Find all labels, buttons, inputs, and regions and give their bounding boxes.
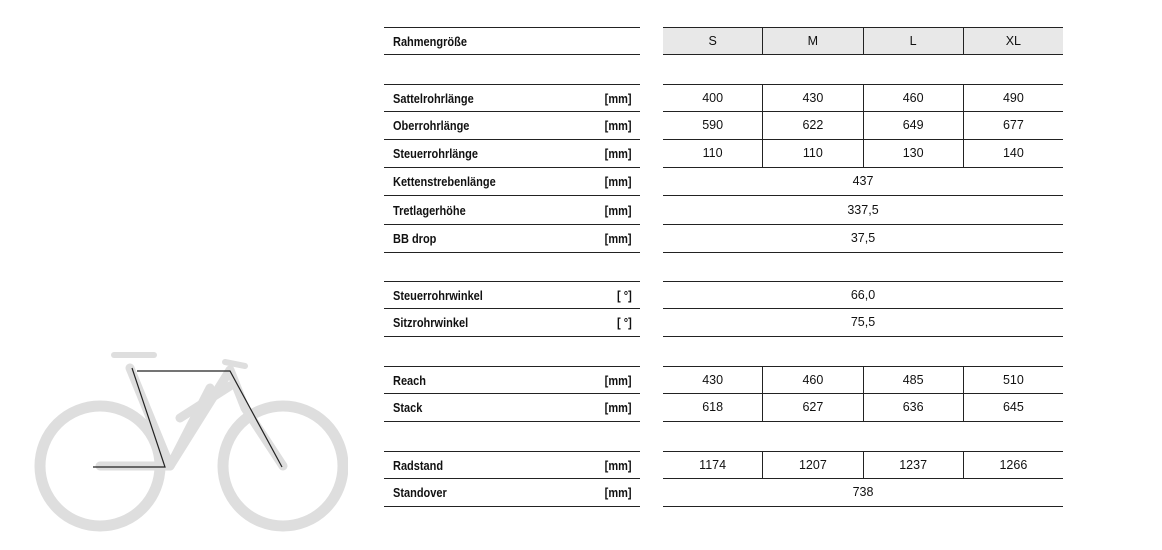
table-row-steuerrohrlaenge [384, 140, 640, 168]
row-label: BB drop [393, 232, 437, 246]
table-row-sitzrohrwinkel [384, 309, 640, 337]
value-cell: 400 [702, 91, 724, 105]
row-label: Reach [393, 374, 427, 388]
row-unit: [ °] [617, 289, 632, 303]
value-cell: 110 [762, 140, 862, 167]
value-cell: 485 [863, 367, 963, 393]
values-reach [663, 366, 1063, 394]
table-row-sattelrohrlaenge [384, 84, 640, 112]
row-label: Oberrohrlänge [393, 119, 470, 133]
value-cell: 510 [963, 367, 1063, 393]
bike-geometry-icon [30, 348, 348, 533]
size-header-row [663, 27, 1063, 55]
value-cell: 460 [863, 85, 963, 111]
row-label: Steuerrohrlänge [393, 147, 478, 161]
table-row-bb-drop [384, 225, 640, 253]
value-cell: 649 [863, 112, 963, 139]
values-sattelrohrlaenge [663, 84, 1063, 112]
row-label: Kettenstrebenlänge [393, 175, 496, 189]
value-cell: 130 [863, 140, 963, 167]
value-cell: 636 [863, 394, 963, 421]
row-unit: [mm] [605, 232, 632, 246]
value-cell: 1266 [963, 452, 1063, 478]
row-unit: [mm] [605, 92, 632, 106]
value-cell: 645 [963, 394, 1063, 421]
row-label: Sattelrohrlänge [393, 92, 474, 106]
row-unit: [ °] [617, 316, 632, 330]
value-cell: 1207 [762, 452, 862, 478]
value-cell: 337,5 [847, 203, 879, 217]
value-cell: 618 [702, 400, 724, 414]
values-stack [663, 394, 1063, 422]
value-cell: 75,5 [850, 315, 876, 329]
value-cell: 590 [702, 118, 724, 132]
table-row-stack [384, 394, 640, 422]
row-label: Stack [393, 401, 423, 415]
values-radstand [663, 451, 1063, 479]
values-steuerrohrwinkel [663, 281, 1063, 309]
value-cell: 490 [963, 85, 1063, 111]
row-label: Radstand [393, 459, 444, 473]
row-label: Standover [393, 486, 447, 500]
row-unit: [mm] [605, 119, 632, 133]
table-row-oberrohrlaenge [384, 112, 640, 140]
table-row-steuerrohrwinkel [384, 281, 640, 309]
table-row-reach [384, 366, 640, 394]
values-standover [663, 479, 1063, 507]
size-m: M [762, 28, 862, 54]
row-label: Sitzrohrwinkel [393, 316, 469, 330]
value-cell: 1237 [863, 452, 963, 478]
value-cell: 437 [852, 174, 874, 188]
table-row-radstand [384, 451, 640, 479]
row-unit: [mm] [605, 459, 632, 473]
row-label: Steuerrohrwinkel [393, 289, 483, 303]
row-unit: [mm] [605, 175, 632, 189]
value-cell: 110 [702, 146, 723, 160]
values-sitzrohrwinkel [663, 309, 1063, 337]
values-tretlagerhoehe [663, 197, 1063, 225]
value-cell: 37,5 [850, 231, 876, 245]
values-kettenstrebenlaenge [663, 168, 1063, 196]
size-xl: XL [963, 28, 1063, 54]
value-cell: 66,0 [850, 288, 876, 302]
row-label: Tretlagerhöhe [393, 204, 466, 218]
size-s: S [708, 34, 717, 48]
row-unit: [mm] [605, 486, 632, 500]
row-unit: [mm] [605, 374, 632, 388]
row-label: Rahmengröße [393, 35, 467, 49]
table-row-standover [384, 479, 640, 507]
values-bb-drop [663, 225, 1063, 253]
values-oberrohrlaenge [663, 112, 1063, 140]
row-unit: [mm] [605, 401, 632, 415]
size-l: L [863, 28, 963, 54]
values-steuerrohrlaenge [663, 140, 1063, 168]
value-cell: 430 [762, 85, 862, 111]
value-cell: 430 [702, 373, 724, 387]
value-cell: 1174 [699, 458, 727, 472]
table-row-header [384, 27, 640, 55]
row-unit: [mm] [605, 204, 632, 218]
value-cell: 627 [762, 394, 862, 421]
value-cell: 460 [762, 367, 862, 393]
value-cell: 677 [963, 112, 1063, 139]
row-unit: [mm] [605, 147, 632, 161]
table-row-tretlagerhoehe [384, 197, 640, 225]
value-cell: 140 [963, 140, 1063, 167]
value-cell: 738 [852, 485, 874, 499]
table-row-kettenstrebenlaenge [384, 168, 640, 196]
value-cell: 622 [762, 112, 862, 139]
